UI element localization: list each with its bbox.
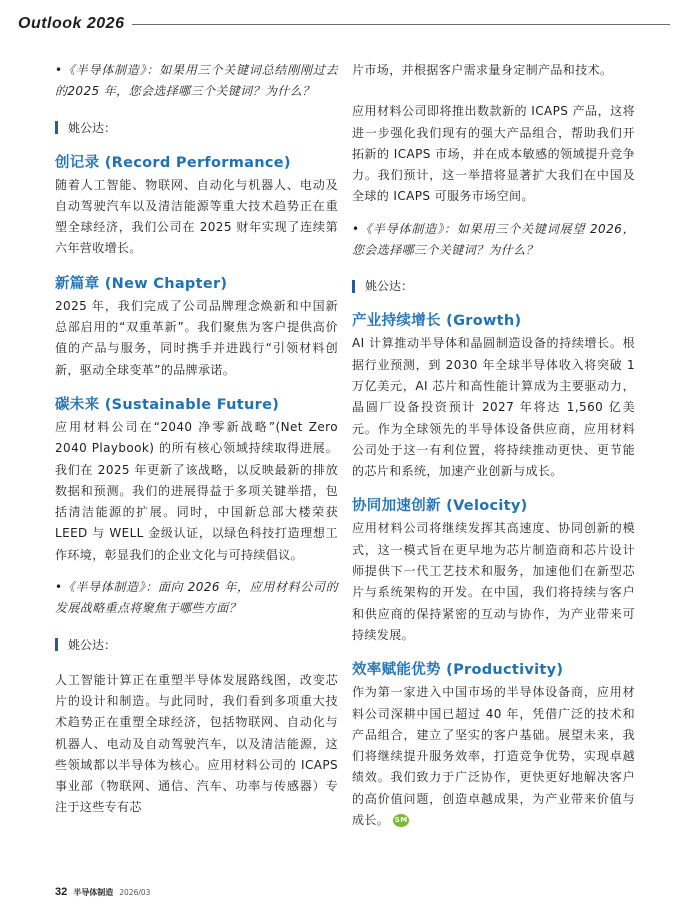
page-footer: [55, 886, 150, 898]
header-rule: [132, 24, 670, 25]
paragraph-new-chapter: 2025 年，我们完成了公司品牌理念焕新和中国新总部启用的“双重革新”。我们聚焦为客户提供高价值的产品与服务，同时携手并进践行“引领材料创新，驱动全球变革”的品牌承诺。: [55, 298, 338, 377]
heading-new-chapter: 新篇章 (New Chapter): [55, 275, 228, 292]
paragraph-record-performance: 随着人工智能、物联网、自动化与机器人、电动及自动驾驶汽车以及清洁能源等重大技术趋势正在重塑全球经济，我们公司在 2025 财年实现了连续第六年营收增长。: [55, 177, 338, 256]
section-title: Outlook 2026: [18, 15, 125, 32]
magazine-name: 半导体制造: [73, 888, 114, 897]
left-column: [55, 60, 338, 830]
heading-record-performance: 创记录 (Record Performance): [55, 154, 291, 171]
heading-productivity: 效率赋能优势 (Productivity): [352, 662, 564, 679]
paragraph-velocity: 应用材料公司将继续发挥其高速度、协同创新的模式，这一模式旨在更早地为芯片制造商和芯片设计师提供下一代工艺技术和服务，加速他们在新型芯片与系统架构的开发。在中国，我们将持续与客户和供应商的保持紧密的互动与协作，为产业带来可持续发展。: [352, 521, 635, 642]
question-2026-keywords: •《半导体制造》：如果用三个关键词展望 2026，您会选择哪三个关键词？为什么？: [352, 221, 635, 258]
paragraph-continued: 片市场，并根据客户需求量身定制产品和技术。: [352, 63, 613, 77]
page-header: [0, 0, 690, 50]
heading-growth: 产业持续增长 (Growth): [352, 313, 522, 330]
paragraph-ai-computing: 人工智能计算正在重塑半导体发展路线图，改变芯片的设计和制造。与此同时，我们看到多项重大技术趋势正在重塑全球经济，包括物联网、自动化与机器人、电动及自动驾驶汽车，以及清洁能源，这些领域都以半导体为核心。应用材料公司的 ICAPS 事业部（物联网、通信、汽车、功率与传感器）专注于这些专有芯: [55, 672, 338, 815]
heading-velocity: 协同加速创新 (Velocity): [352, 498, 528, 515]
speaker-label: 姚公达：: [55, 635, 338, 655]
speaker-label: 姚公达：: [55, 118, 338, 138]
right-column: [352, 60, 635, 842]
question-2025-keywords: •《半导体制造》：如果用三个关键词总结刚刚过去的2025 年，您会选择哪三个关键词？为什么？: [55, 63, 338, 99]
speaker-label: 姚公达：: [352, 276, 635, 296]
end-mark-icon: SM: [393, 814, 409, 827]
issue-date: 2026/03: [119, 888, 151, 897]
page-number: 32: [55, 886, 68, 898]
speaker-bar: [55, 638, 58, 651]
paragraph-sustainable-future: 应用材料公司在“2040 净零新战略”(Net Zero 2040 Playbook) 的所有核心领域持续取得进展。我们在 2025 年更新了该战略，以反映最新的排放数据和预测。我们的进展得益于多项关键举措，包括清洁能源的扩展。同时，中国新总部大楼荣获 LEED 与 WELL 金级认证，以绿色科技打造理想工作环境，彰显我们的企业文化与可持续倡议。: [55, 419, 338, 562]
paragraph-icaps-products: 应用材料公司即将推出数款新的 ICAPS 产品，这将进一步强化我们现有的强大产品组合，帮助我们开拓新的 ICAPS 市场，并在成本敏感的领域提升竞争力。我们预计，这一举措将显著扩大我们在中国及全球的 ICAPS 可服务市场空间。: [352, 104, 635, 204]
question-2026-strategy: •《半导体制造》：面向 2026 年，应用材料公司的发展战略重点将聚焦于哪些方面？: [55, 580, 338, 616]
paragraph-growth: AI 计算推动半导体和晶圆制造设备的持续增长。根据行业预测，到 2030 年全球半导体收入将突破 1 万亿美元，AI 芯片和高性能计算成为主要驱动力，晶圆厂设备投资预计 2027 年将达 1,560 亿美元。作为全球领先的半导体设备供应商，应用材料公司处于这一有利位置，将持续推动更快、更节能的芯片和系统，加速产业创新与成长。: [352, 336, 635, 479]
speaker-bar: [55, 121, 58, 134]
heading-sustainable-future: 碳未来 (Sustainable Future): [55, 396, 280, 413]
paragraph-productivity: 作为第一家进入中国市场的半导体设备商，应用材料公司深耕中国已超过 40 年，凭借广泛的技术和产品组合，建立了坚实的客户基础。展望未来，我们将继续提升服务效率，打造竞争优势，实现卓越绩效。我们致力于广泛协作，更快更好地解决客户的高价值问题，创造卓越成果，为产业带来价值与成长。 SM: [352, 685, 635, 828]
speaker-bar: [352, 280, 355, 293]
